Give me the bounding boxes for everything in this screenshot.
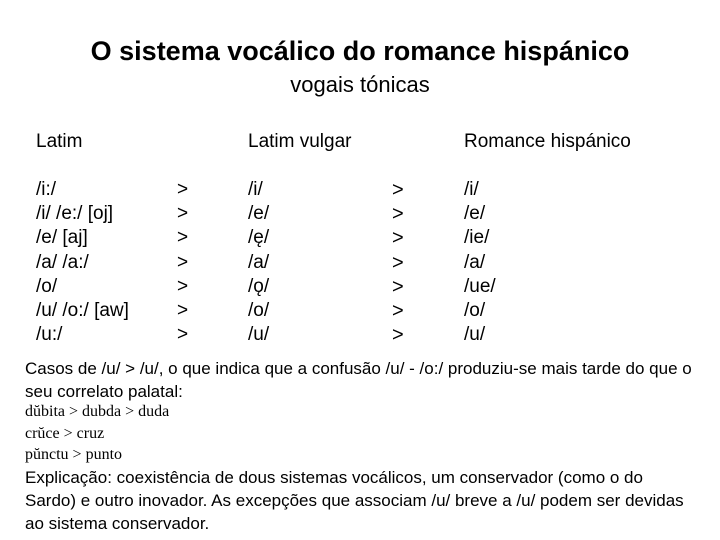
arrow: >: [177, 324, 189, 346]
latim-item: /o/: [36, 275, 58, 297]
header-romance-hispanico: Romance hispánico: [464, 131, 631, 152]
arrow: >: [392, 275, 404, 298]
romance-item: /u/: [464, 324, 486, 346]
latim-item: /u/ /o:/ [aw]: [36, 300, 129, 322]
arrow: >: [177, 275, 189, 297]
arrow-column-1: [177, 178, 188, 347]
vulgar-item: /ǫ/: [248, 275, 270, 297]
arrow: >: [392, 251, 404, 274]
arrow: >: [177, 203, 189, 225]
arrow: >: [392, 203, 404, 226]
example-line: pŭnctu > punto: [25, 446, 123, 463]
header-latim-vulgar: Latim vulgar: [248, 131, 352, 152]
arrow: >: [177, 251, 189, 273]
arrow: >: [177, 300, 189, 322]
latim-item: /i:/: [36, 179, 57, 200]
arrow: >: [392, 179, 404, 201]
header-latim: Latim: [36, 131, 83, 152]
example-line: dŭbita > dubda > duda: [25, 403, 170, 420]
romance-item: /ie/: [464, 227, 490, 249]
vulgar-item: /a/: [248, 251, 270, 273]
romance-item: /a/: [464, 251, 486, 273]
vulgar-item: /e/: [248, 203, 270, 225]
vulgar-item: /o/: [248, 300, 270, 322]
vulgar-item: /u/: [248, 324, 270, 346]
example-line: crŭce > cruz: [25, 425, 105, 442]
romance-item: /i/: [464, 179, 479, 200]
page-title: O sistema vocálico do romance hispánico: [90, 36, 630, 66]
vulgar-item: /i/: [248, 179, 263, 200]
vulgar-item: /ę/: [248, 227, 270, 249]
arrow: >: [177, 179, 189, 200]
romance-hispanico-column: [464, 178, 496, 347]
latim-item: /i/ /e:/ [oj]: [36, 203, 114, 225]
latim-column: [36, 178, 129, 347]
arrow-column-2: [392, 178, 404, 347]
romance-item: /ue/: [464, 275, 496, 297]
page-subtitle: vogais tónicas: [290, 72, 430, 97]
casos-paragraph: Casos de /u/ > /u/, o que indica que a confusão /u/ - /o:/ produziu-se mais tarde do que o seu correlato palatal:: [25, 359, 692, 401]
latim-item: /u:/: [36, 324, 63, 346]
arrow: >: [392, 324, 404, 347]
arrow: >: [177, 227, 189, 249]
arrow: >: [392, 300, 404, 323]
explicacao-paragraph: Explicação: coexistência de dous sistemas vocálicos, um conservador (como o do Sardo) e outro inovador. As excepções que associam /u/ breve a /u/ podem ser devidas ao sistema conservador.: [25, 468, 684, 533]
romance-item: /o/: [464, 300, 486, 322]
romance-item: /e/: [464, 203, 486, 225]
latim-vulgar-column: [248, 178, 269, 347]
latim-item: /a/ /a:/: [36, 251, 89, 273]
latim-item: /e/ [aj]: [36, 227, 88, 249]
arrow: >: [392, 227, 404, 250]
